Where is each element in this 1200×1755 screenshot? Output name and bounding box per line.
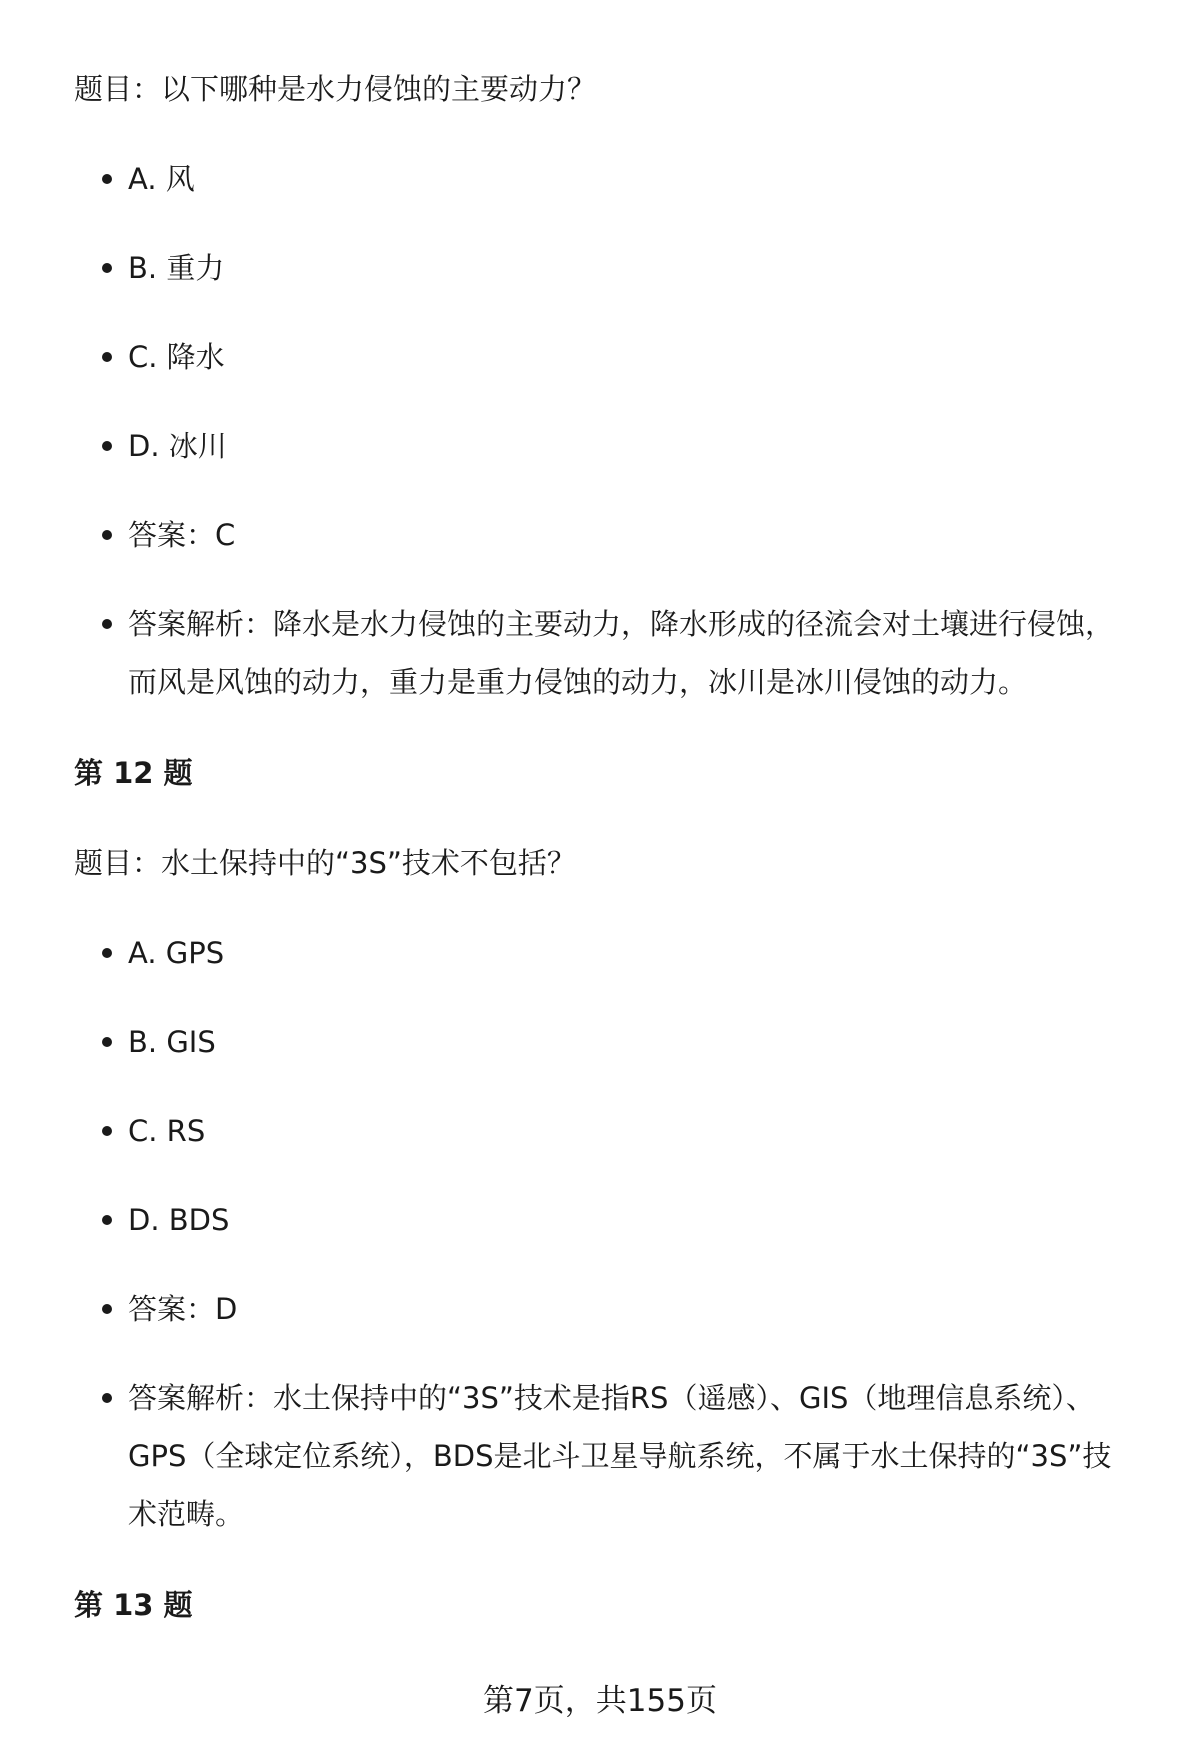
bullet-icon <box>98 1102 118 1160</box>
bullet-icon <box>98 417 118 475</box>
option-text: A. 风 <box>128 162 195 196</box>
question-12-analysis <box>128 1369 1138 1543</box>
bullet-icon <box>98 506 118 564</box>
question-11-analysis <box>128 595 1138 711</box>
bullet-icon <box>98 239 118 297</box>
question-11-stem: 题目：以下哪种是水力侵蚀的主要动力？ <box>74 72 597 106</box>
question-13-heading: 第 13 题 <box>74 1588 193 1622</box>
question-11-answer <box>128 506 1138 564</box>
question-12-option-b <box>128 1013 1138 1071</box>
answer-text: 答案：C <box>128 518 236 552</box>
option-text: B. GIS <box>128 1025 216 1059</box>
bullet-icon <box>98 328 118 386</box>
option-text: D. BDS <box>128 1203 230 1237</box>
option-text: B. 重力 <box>128 251 225 285</box>
bullet-icon <box>98 1280 118 1338</box>
question-11-option-b <box>128 239 1138 297</box>
question-12-answer <box>128 1280 1138 1338</box>
answer-text: 答案：D <box>128 1292 238 1326</box>
page-number: 第7页，共155页 <box>483 1683 717 1719</box>
question-11-option-d <box>128 417 1138 475</box>
option-text: A. GPS <box>128 936 225 970</box>
bullet-icon <box>98 595 118 653</box>
question-12-option-d <box>128 1191 1138 1249</box>
bullet-icon <box>98 1369 118 1427</box>
bullet-icon <box>98 150 118 208</box>
bullet-icon <box>98 1013 118 1071</box>
question-11-option-a <box>128 150 1138 208</box>
question-12-heading: 第 12 题 <box>74 756 193 790</box>
question-12-stem: 题目：水土保持中的“3S”技术不包括？ <box>74 846 576 880</box>
analysis-text: 答案解析：降水是水力侵蚀的主要动力，降水形成的径流会对土壤进行侵蚀，而风是风蚀的动力，重力是重力侵蚀的动力，冰川是冰川侵蚀的动力。 <box>128 607 1115 699</box>
question-12-option-c <box>128 1102 1138 1160</box>
question-12-option-a <box>128 924 1138 982</box>
bullet-icon <box>98 1191 118 1249</box>
question-11-option-c <box>128 328 1138 386</box>
option-text: C. RS <box>128 1114 206 1148</box>
option-text: D. 冰川 <box>128 429 227 463</box>
analysis-text: 答案解析：水土保持中的“3S”技术是指RS（遥感）、GIS（地理信息系统）、GPS（全球定位系统），BDS是北斗卫星导航系统，不属于水土保持的“3S”技术范畴。 <box>128 1381 1112 1531</box>
option-text: C. 降水 <box>128 340 225 374</box>
bullet-icon <box>98 924 118 982</box>
